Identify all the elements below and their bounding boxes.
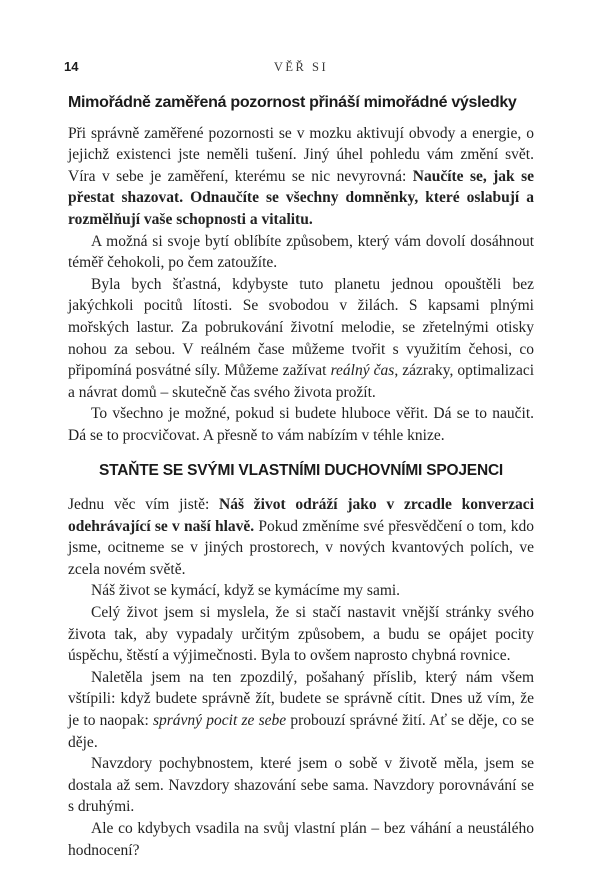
page-number: 14 bbox=[64, 59, 79, 74]
body-paragraph bbox=[68, 580, 534, 602]
text-run: A možná si svoje bytí oblíbíte způsobem, který vám dovolí dosáhnout téměř čehokoli, po čem zatoužíte. bbox=[68, 232, 534, 272]
body-paragraph bbox=[68, 753, 534, 818]
italic-text-run: reálný čas bbox=[330, 362, 395, 380]
running-header bbox=[64, 58, 534, 78]
text-run: Pokud změníme své přesvědčení o tom, kdo jsme, ocitneme se v jiných prostorech, v nových kvantových polích, ve zcela novém světě. bbox=[68, 517, 534, 578]
body-paragraph bbox=[68, 231, 534, 274]
text-run: Navzdory pochybnostem, které jsem o sobě v životě měla, jsem se dostala až sem. Navzdory shazování sebe sama. Navzdory porovnávání se s druhými. bbox=[68, 755, 534, 816]
text-run: probouzí správné žití. Ať se děje, co se děje. bbox=[68, 712, 534, 751]
body-paragraph bbox=[68, 274, 534, 404]
text-run: Naletěla jsem na ten zpozdilý, pošahaný příslib, který nám všem vštípili: když budete správně žít, budete se správně cítit. Dnes už vím, že je to naopak: bbox=[68, 668, 534, 730]
text-run: To všechno je možné, pokud si budete hluboce věřit. Dá se to naučit. Dá se to procvičovat. A přesně to vám nabízím v téhle knize. bbox=[68, 405, 534, 444]
text-run: Celý život jsem si myslela, že si stačí nastavit vnější stránky svého života tak, aby vypadaly určitým způsobem, a budu se opájet pocity úspěchu, štěstí a výjimečnosti. Byla to ovšem naprosto chybná rovnice. bbox=[68, 604, 534, 665]
text-run: , zázraky, optimalizaci a návrat domů – skutečně čas svého života prožít. bbox=[68, 362, 535, 401]
bold-text-run: Naučíte se, jak se přestat shazovat. Odnaučíte se všechny domněnky, které oslabují a rozmělňují vaše schopnosti a vitalitu. bbox=[68, 167, 535, 228]
bold-text-run: Náš život odráží jako v zrcadle konverzaci odehrávající se v naší hlavě. bbox=[68, 496, 534, 535]
body-paragraph bbox=[68, 123, 534, 231]
page-content-area bbox=[64, 58, 535, 861]
body-paragraph bbox=[68, 818, 534, 861]
section-subheading: Mimořádně zaměřená pozornost přináší mimořádné výsledky bbox=[68, 94, 517, 111]
section-heading: STAŇTE SE SVÝMI VLASTNÍMI DUCHOVNÍMI SPOJENCI bbox=[98, 461, 504, 479]
page-body bbox=[68, 92, 534, 861]
body-paragraph bbox=[68, 403, 534, 446]
text-run: Jednu věc vím jistě: bbox=[68, 496, 220, 514]
text-run: Náš život se kymácí, když se kymácíme my sami. bbox=[91, 582, 401, 600]
text-run: Byla bych šťastná, kdybyste tuto planetu jednou opouštěli bez jakýchkoli pocitů lítosti. Se svobodou v žilách. S kapsami plnými mořských lastur. Za pobrukování životní melodie, se zřetelnými otisky nohou za sebou. V reálném čase můžeme tvořit s využitím čehosi, co připomíná posvátné síly. Můžeme zažívat bbox=[68, 275, 534, 380]
body-paragraph bbox=[68, 494, 534, 580]
running-title: VĚŘ SI bbox=[273, 60, 329, 74]
body-paragraph bbox=[68, 667, 534, 753]
text-run: Při správně zaměřené pozornosti se v mozku aktivují obvody a energie, o jejichž existenci jste neměli tušení. Jiný úhel pohledu vám změní svět. Víra v sebe je zaměření, kterému se nic nevyrovná: bbox=[68, 124, 534, 185]
text-run: Ale co kdybych vsadila na svůj vlastní plán – bez váhání a neustálého hodnocení? bbox=[68, 820, 534, 859]
body-paragraph bbox=[68, 602, 534, 667]
italic-text-run: správný pocit ze sebe bbox=[152, 712, 287, 730]
